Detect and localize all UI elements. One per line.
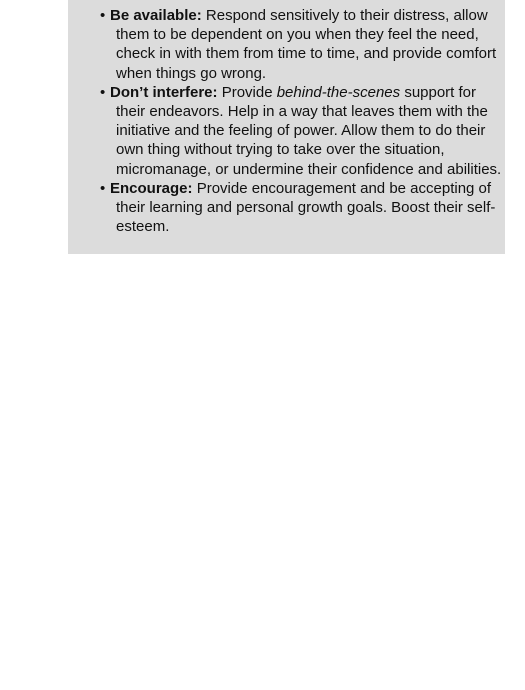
bullet-text: Provide encouragement and be accepting of their learning and personal growth goals. Boost their self-esteem. [116,179,496,236]
bullet-marker: • [100,83,106,101]
bullet-term: Be available: [110,7,202,24]
bullet-text-after: support for their endeavors. Help in a way that leaves them with the initiative and the feeling of power. Allow them to do their own thing without trying to take over the situation, micromanage, or undermine their confidence and abilities. [116,83,502,178]
bullet-list [68,6,505,236]
bullet-term: Don’t interfere: [110,83,218,101]
list-item-dont-interfere [68,83,505,179]
bullet-term: Encourage: [110,179,193,197]
list-item-encourage [68,179,505,237]
bullet-text-before: Provide [221,83,273,101]
list-item-be-available [68,6,505,83]
bullet-text-emphasis: behind-the-scenes [276,83,401,101]
bullet-marker: • [100,7,106,24]
bullet-text: Respond sensitively to their distress, allow them to be dependent on you when they feel the need, check in with them from time to time, and provide comfort when things go wrong. [116,7,497,82]
bullet-marker: • [100,179,106,197]
callout-box [68,0,505,254]
